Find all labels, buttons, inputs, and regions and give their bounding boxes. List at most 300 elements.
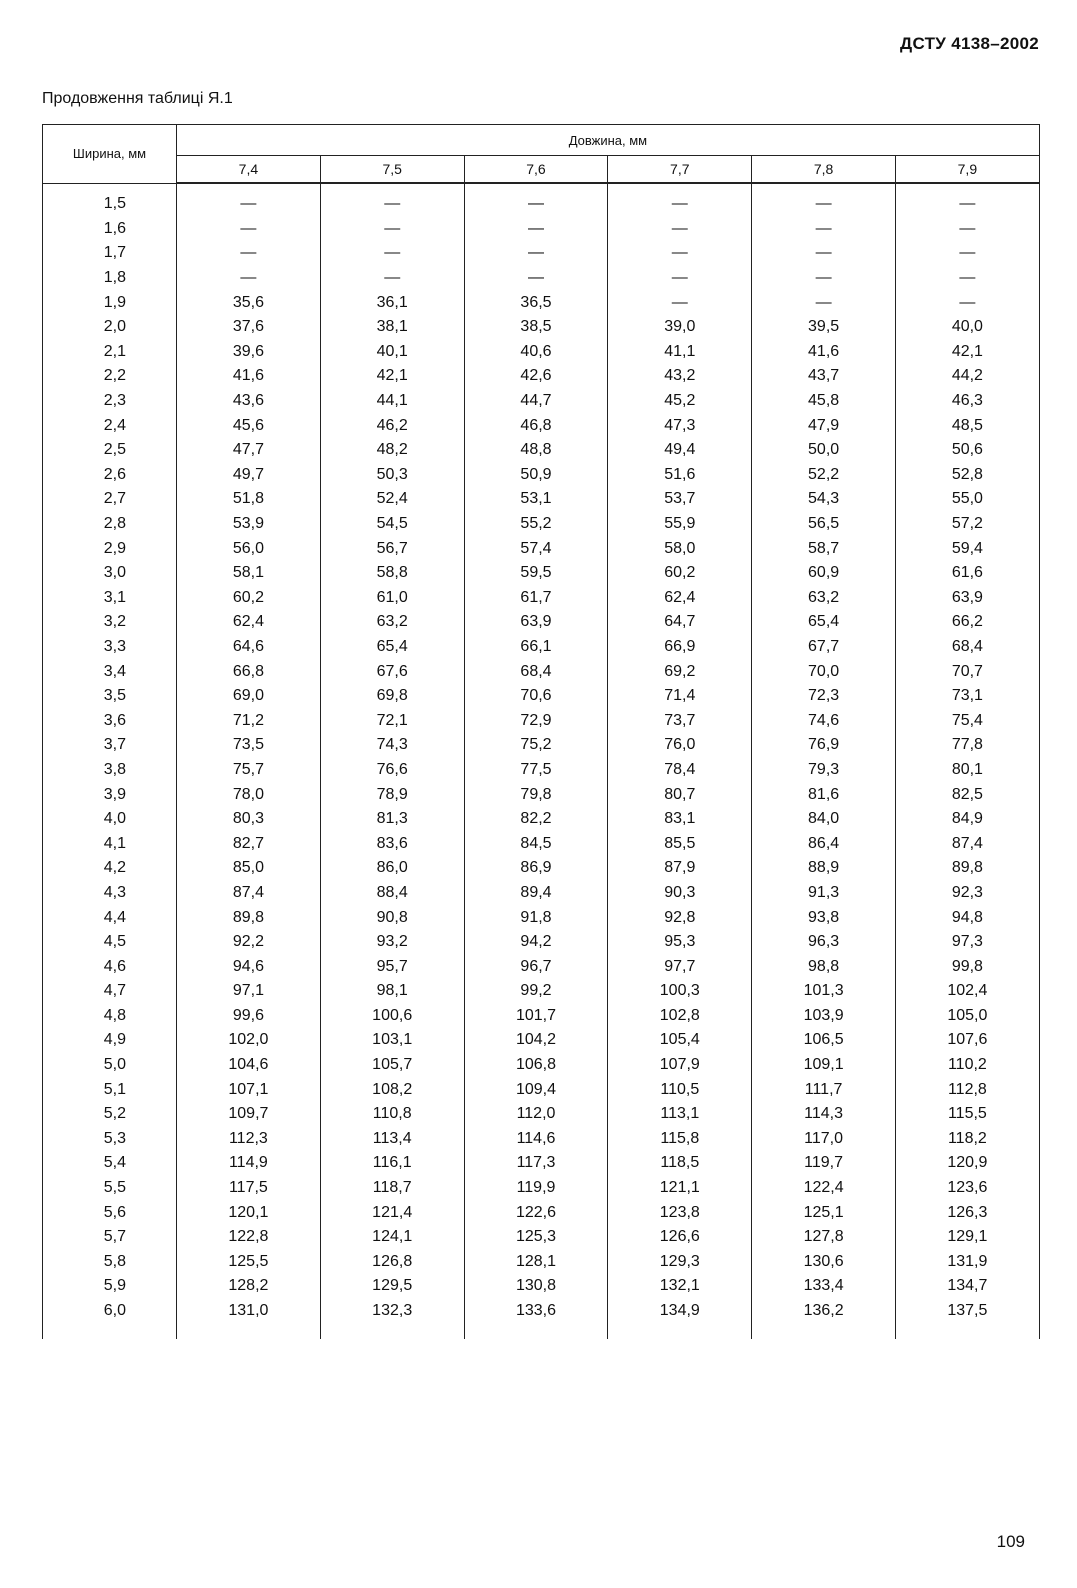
value-cell: 128,1 — [464, 1250, 608, 1275]
value-cell: 118,5 — [608, 1151, 752, 1176]
value-cell: 58,8 — [320, 561, 464, 586]
table-row — [43, 1299, 1040, 1339]
width-cell: 2,0 — [43, 315, 177, 340]
table-row — [43, 610, 1040, 635]
value-cell: — — [752, 183, 896, 217]
value-cell: 50,3 — [320, 463, 464, 488]
value-cell: 88,9 — [752, 856, 896, 881]
value-cell: 122,4 — [752, 1176, 896, 1201]
value-cell: 76,6 — [320, 758, 464, 783]
width-cell: 4,6 — [43, 954, 177, 979]
value-cell: 101,3 — [752, 979, 896, 1004]
table-row — [43, 1004, 1040, 1029]
table-row — [43, 512, 1040, 537]
value-cell: 64,7 — [608, 610, 752, 635]
value-cell: — — [177, 241, 321, 266]
value-cell: 102,0 — [177, 1028, 321, 1053]
width-cell: 1,8 — [43, 266, 177, 291]
value-cell: 85,0 — [177, 856, 321, 881]
value-cell: 69,8 — [320, 684, 464, 709]
value-cell: 54,3 — [752, 487, 896, 512]
width-cell: 4,4 — [43, 905, 177, 930]
value-cell: 132,1 — [608, 1274, 752, 1299]
value-cell: 120,9 — [895, 1151, 1039, 1176]
value-cell: 112,8 — [895, 1077, 1039, 1102]
length-column-header: 7,5 — [320, 156, 464, 184]
table-row — [43, 930, 1040, 955]
table-body — [43, 183, 1040, 1339]
value-cell: 55,2 — [464, 512, 608, 537]
value-cell: — — [895, 266, 1039, 291]
value-cell: 63,9 — [895, 586, 1039, 611]
data-table — [42, 124, 1040, 1339]
value-cell: — — [895, 217, 1039, 242]
table-row — [43, 733, 1040, 758]
value-cell: 95,7 — [320, 954, 464, 979]
value-cell: 81,3 — [320, 807, 464, 832]
value-cell: 75,4 — [895, 708, 1039, 733]
value-cell: 69,0 — [177, 684, 321, 709]
width-cell: 3,3 — [43, 635, 177, 660]
value-cell: 87,4 — [177, 881, 321, 906]
value-cell: — — [608, 266, 752, 291]
value-cell: 38,5 — [464, 315, 608, 340]
table-row — [43, 684, 1040, 709]
value-cell: 93,8 — [752, 905, 896, 930]
value-cell: 125,1 — [752, 1200, 896, 1225]
value-cell: 41,6 — [177, 364, 321, 389]
width-cell: 2,9 — [43, 536, 177, 561]
value-cell: 76,9 — [752, 733, 896, 758]
value-cell: 117,0 — [752, 1127, 896, 1152]
value-cell: 88,4 — [320, 881, 464, 906]
width-cell: 5,6 — [43, 1200, 177, 1225]
value-cell: 43,6 — [177, 389, 321, 414]
table-row — [43, 1102, 1040, 1127]
value-cell: 54,5 — [320, 512, 464, 537]
width-cell: 2,3 — [43, 389, 177, 414]
value-cell: 85,5 — [608, 831, 752, 856]
width-cell: 4,2 — [43, 856, 177, 881]
value-cell: 46,8 — [464, 413, 608, 438]
width-cell: 1,6 — [43, 217, 177, 242]
width-cell: 3,0 — [43, 561, 177, 586]
value-cell: 131,9 — [895, 1250, 1039, 1275]
value-cell: 137,5 — [895, 1299, 1039, 1339]
value-cell: 61,6 — [895, 561, 1039, 586]
value-cell: 100,6 — [320, 1004, 464, 1029]
value-cell: 112,0 — [464, 1102, 608, 1127]
table-row — [43, 241, 1040, 266]
value-cell: 87,9 — [608, 856, 752, 881]
table-row — [43, 782, 1040, 807]
value-cell: 62,4 — [608, 586, 752, 611]
value-cell: — — [320, 183, 464, 217]
value-cell: 49,7 — [177, 463, 321, 488]
width-cell: 3,7 — [43, 733, 177, 758]
length-column-header: 7,7 — [608, 156, 752, 184]
table-row — [43, 1274, 1040, 1299]
table-row — [43, 831, 1040, 856]
value-cell: 92,2 — [177, 930, 321, 955]
value-cell: 46,2 — [320, 413, 464, 438]
value-cell: 49,4 — [608, 438, 752, 463]
value-cell: 72,1 — [320, 708, 464, 733]
value-cell: 79,8 — [464, 782, 608, 807]
value-cell: 110,2 — [895, 1053, 1039, 1078]
value-cell: 71,4 — [608, 684, 752, 709]
value-cell: 121,4 — [320, 1200, 464, 1225]
value-cell: 55,9 — [608, 512, 752, 537]
table-row — [43, 1028, 1040, 1053]
value-cell: 87,4 — [895, 831, 1039, 856]
value-cell: 90,3 — [608, 881, 752, 906]
width-cell: 4,7 — [43, 979, 177, 1004]
value-cell: 42,1 — [320, 364, 464, 389]
width-cell: 2,2 — [43, 364, 177, 389]
value-cell: — — [752, 241, 896, 266]
value-cell: 97,7 — [608, 954, 752, 979]
width-cell: 4,9 — [43, 1028, 177, 1053]
value-cell: 106,5 — [752, 1028, 896, 1053]
width-cell: 4,3 — [43, 881, 177, 906]
value-cell: 58,7 — [752, 536, 896, 561]
value-cell: 59,4 — [895, 536, 1039, 561]
value-cell: 84,5 — [464, 831, 608, 856]
value-cell: 122,8 — [177, 1225, 321, 1250]
value-cell: 97,3 — [895, 930, 1039, 955]
value-cell: 43,7 — [752, 364, 896, 389]
value-cell: 73,1 — [895, 684, 1039, 709]
value-cell: 73,7 — [608, 708, 752, 733]
value-cell: 107,9 — [608, 1053, 752, 1078]
value-cell: 99,8 — [895, 954, 1039, 979]
table-row — [43, 413, 1040, 438]
value-cell: 109,1 — [752, 1053, 896, 1078]
value-cell: — — [608, 183, 752, 217]
value-cell: — — [177, 183, 321, 217]
table-row — [43, 183, 1040, 217]
value-cell: 81,6 — [752, 782, 896, 807]
value-cell: 76,0 — [608, 733, 752, 758]
value-cell: 94,6 — [177, 954, 321, 979]
value-cell: 43,2 — [608, 364, 752, 389]
value-cell: 60,2 — [608, 561, 752, 586]
value-cell: 130,8 — [464, 1274, 608, 1299]
table-row — [43, 266, 1040, 291]
value-cell: 86,9 — [464, 856, 608, 881]
value-cell: 36,5 — [464, 290, 608, 315]
value-cell: 117,5 — [177, 1176, 321, 1201]
value-cell: 94,2 — [464, 930, 608, 955]
width-cell: 1,5 — [43, 183, 177, 217]
width-cell: 3,5 — [43, 684, 177, 709]
value-cell: 68,4 — [895, 635, 1039, 660]
table-row — [43, 979, 1040, 1004]
width-cell: 5,9 — [43, 1274, 177, 1299]
value-cell: 72,9 — [464, 708, 608, 733]
value-cell: 107,1 — [177, 1077, 321, 1102]
value-cell: 47,7 — [177, 438, 321, 463]
length-column-header: 7,8 — [752, 156, 896, 184]
value-cell: 89,8 — [177, 905, 321, 930]
value-cell: 102,4 — [895, 979, 1039, 1004]
value-cell: 65,4 — [752, 610, 896, 635]
table-row — [43, 561, 1040, 586]
width-cell: 3,1 — [43, 586, 177, 611]
value-cell: 134,7 — [895, 1274, 1039, 1299]
width-cell: 5,7 — [43, 1225, 177, 1250]
value-cell: 66,1 — [464, 635, 608, 660]
value-cell: 41,1 — [608, 340, 752, 365]
length-columns-row — [43, 156, 1040, 184]
value-cell: 74,6 — [752, 708, 896, 733]
value-cell: 113,1 — [608, 1102, 752, 1127]
value-cell: 44,7 — [464, 389, 608, 414]
value-cell: 121,1 — [608, 1176, 752, 1201]
value-cell: — — [464, 266, 608, 291]
value-cell: 80,3 — [177, 807, 321, 832]
value-cell: 38,1 — [320, 315, 464, 340]
value-cell: 83,1 — [608, 807, 752, 832]
value-cell: 106,8 — [464, 1053, 608, 1078]
value-cell: 119,7 — [752, 1151, 896, 1176]
value-cell: — — [608, 290, 752, 315]
value-cell: 52,2 — [752, 463, 896, 488]
value-cell: 99,2 — [464, 979, 608, 1004]
value-cell: — — [608, 217, 752, 242]
value-cell: 107,6 — [895, 1028, 1039, 1053]
value-cell: 115,8 — [608, 1127, 752, 1152]
value-cell: 119,9 — [464, 1176, 608, 1201]
value-cell: 96,7 — [464, 954, 608, 979]
value-cell: 50,9 — [464, 463, 608, 488]
width-cell: 5,5 — [43, 1176, 177, 1201]
value-cell: 94,8 — [895, 905, 1039, 930]
value-cell: 109,4 — [464, 1077, 608, 1102]
value-cell: 105,0 — [895, 1004, 1039, 1029]
value-cell: — — [177, 217, 321, 242]
width-cell: 2,4 — [43, 413, 177, 438]
width-cell: 2,8 — [43, 512, 177, 537]
value-cell: 45,8 — [752, 389, 896, 414]
value-cell: 50,0 — [752, 438, 896, 463]
value-cell: 56,7 — [320, 536, 464, 561]
value-cell: 52,4 — [320, 487, 464, 512]
value-cell: 73,5 — [177, 733, 321, 758]
value-cell: 113,4 — [320, 1127, 464, 1152]
table-row — [43, 586, 1040, 611]
standard-code: ДСТУ 4138–2002 — [900, 34, 1039, 53]
table-row — [43, 1200, 1040, 1225]
value-cell: 84,9 — [895, 807, 1039, 832]
value-cell: 60,9 — [752, 561, 896, 586]
value-cell: 131,0 — [177, 1299, 321, 1339]
value-cell: 117,3 — [464, 1151, 608, 1176]
width-cell: 1,7 — [43, 241, 177, 266]
value-cell: 114,9 — [177, 1151, 321, 1176]
value-cell: 126,6 — [608, 1225, 752, 1250]
value-cell: — — [752, 290, 896, 315]
value-cell: 80,7 — [608, 782, 752, 807]
value-cell: 82,7 — [177, 831, 321, 856]
value-cell: 75,2 — [464, 733, 608, 758]
value-cell: 118,7 — [320, 1176, 464, 1201]
value-cell: 63,9 — [464, 610, 608, 635]
value-cell: — — [608, 241, 752, 266]
width-cell: 2,7 — [43, 487, 177, 512]
table-row — [43, 635, 1040, 660]
value-cell: 48,5 — [895, 413, 1039, 438]
value-cell: 61,0 — [320, 586, 464, 611]
value-cell: 63,2 — [752, 586, 896, 611]
value-cell: — — [320, 241, 464, 266]
value-cell: 64,6 — [177, 635, 321, 660]
value-cell: 80,1 — [895, 758, 1039, 783]
value-cell: 128,2 — [177, 1274, 321, 1299]
value-cell: 118,2 — [895, 1127, 1039, 1152]
value-cell: 79,3 — [752, 758, 896, 783]
value-cell: 83,6 — [320, 831, 464, 856]
value-cell: 130,6 — [752, 1250, 896, 1275]
value-cell: 47,9 — [752, 413, 896, 438]
width-cell: 5,2 — [43, 1102, 177, 1127]
value-cell: 48,2 — [320, 438, 464, 463]
value-cell: 126,8 — [320, 1250, 464, 1275]
width-cell: 1,9 — [43, 290, 177, 315]
value-cell: — — [320, 217, 464, 242]
table-row — [43, 487, 1040, 512]
value-cell: 69,2 — [608, 659, 752, 684]
value-cell: 50,6 — [895, 438, 1039, 463]
length-group-header: Довжина, мм — [177, 125, 1040, 156]
value-cell: 77,8 — [895, 733, 1039, 758]
width-cell: 3,6 — [43, 708, 177, 733]
value-cell: — — [320, 266, 464, 291]
table-row — [43, 290, 1040, 315]
value-cell: 104,2 — [464, 1028, 608, 1053]
value-cell: 51,6 — [608, 463, 752, 488]
value-cell: 40,0 — [895, 315, 1039, 340]
length-column-header: 7,4 — [177, 156, 321, 184]
value-cell: 122,6 — [464, 1200, 608, 1225]
length-column-header: 7,6 — [464, 156, 608, 184]
value-cell: 37,6 — [177, 315, 321, 340]
value-cell: 45,2 — [608, 389, 752, 414]
value-cell: 67,7 — [752, 635, 896, 660]
value-cell: 48,8 — [464, 438, 608, 463]
value-cell: 60,2 — [177, 586, 321, 611]
value-cell: 136,2 — [752, 1299, 896, 1339]
length-column-header: 7,9 — [895, 156, 1039, 184]
value-cell: 82,2 — [464, 807, 608, 832]
value-cell: 66,2 — [895, 610, 1039, 635]
table-row — [43, 807, 1040, 832]
value-cell: 129,1 — [895, 1225, 1039, 1250]
value-cell: 93,2 — [320, 930, 464, 955]
value-cell: 78,0 — [177, 782, 321, 807]
value-cell: 129,5 — [320, 1274, 464, 1299]
table-row — [43, 954, 1040, 979]
table-row — [43, 1053, 1040, 1078]
width-cell: 6,0 — [43, 1299, 177, 1339]
value-cell: 70,7 — [895, 659, 1039, 684]
table-row — [43, 856, 1040, 881]
value-cell: 82,5 — [895, 782, 1039, 807]
value-cell: 70,0 — [752, 659, 896, 684]
width-cell: 3,2 — [43, 610, 177, 635]
value-cell: 134,9 — [608, 1299, 752, 1339]
value-cell: 58,0 — [608, 536, 752, 561]
value-cell: — — [177, 266, 321, 291]
value-cell: 46,3 — [895, 389, 1039, 414]
width-cell: 5,1 — [43, 1077, 177, 1102]
value-cell: 112,3 — [177, 1127, 321, 1152]
value-cell: 125,3 — [464, 1225, 608, 1250]
value-cell: 105,7 — [320, 1053, 464, 1078]
value-cell: 102,8 — [608, 1004, 752, 1029]
value-cell: 95,3 — [608, 930, 752, 955]
value-cell: 72,3 — [752, 684, 896, 709]
value-cell: 129,3 — [608, 1250, 752, 1275]
value-cell: 58,1 — [177, 561, 321, 586]
value-cell: 116,1 — [320, 1151, 464, 1176]
width-cell: 4,0 — [43, 807, 177, 832]
value-cell: 86,4 — [752, 831, 896, 856]
value-cell: 74,3 — [320, 733, 464, 758]
value-cell: — — [464, 183, 608, 217]
table-row — [43, 438, 1040, 463]
value-cell: 71,2 — [177, 708, 321, 733]
table-row — [43, 340, 1040, 365]
value-cell: 52,8 — [895, 463, 1039, 488]
table-row — [43, 758, 1040, 783]
value-cell: 99,6 — [177, 1004, 321, 1029]
value-cell: — — [895, 290, 1039, 315]
table-row — [43, 315, 1040, 340]
table-row — [43, 463, 1040, 488]
value-cell: 105,4 — [608, 1028, 752, 1053]
value-cell: 132,3 — [320, 1299, 464, 1339]
value-cell: 114,3 — [752, 1102, 896, 1127]
value-cell: — — [895, 241, 1039, 266]
value-cell: — — [752, 217, 896, 242]
value-cell: 51,8 — [177, 487, 321, 512]
value-cell: 59,5 — [464, 561, 608, 586]
value-cell: 77,5 — [464, 758, 608, 783]
value-cell: 101,7 — [464, 1004, 608, 1029]
value-cell: 125,5 — [177, 1250, 321, 1275]
value-cell: 127,8 — [752, 1225, 896, 1250]
value-cell: 124,1 — [320, 1225, 464, 1250]
value-cell: 84,0 — [752, 807, 896, 832]
width-cell: 5,4 — [43, 1151, 177, 1176]
value-cell: 115,5 — [895, 1102, 1039, 1127]
data-table-container — [42, 124, 1039, 1350]
value-cell: 68,4 — [464, 659, 608, 684]
table-row — [43, 659, 1040, 684]
value-cell: 98,8 — [752, 954, 896, 979]
value-cell: 53,9 — [177, 512, 321, 537]
value-cell: 114,6 — [464, 1127, 608, 1152]
value-cell: 126,3 — [895, 1200, 1039, 1225]
value-cell: 36,1 — [320, 290, 464, 315]
value-cell: 42,1 — [895, 340, 1039, 365]
value-cell: 78,4 — [608, 758, 752, 783]
table-caption: Продовження таблиці Я.1 — [42, 90, 233, 107]
width-cell: 4,1 — [43, 831, 177, 856]
width-cell: 5,0 — [43, 1053, 177, 1078]
